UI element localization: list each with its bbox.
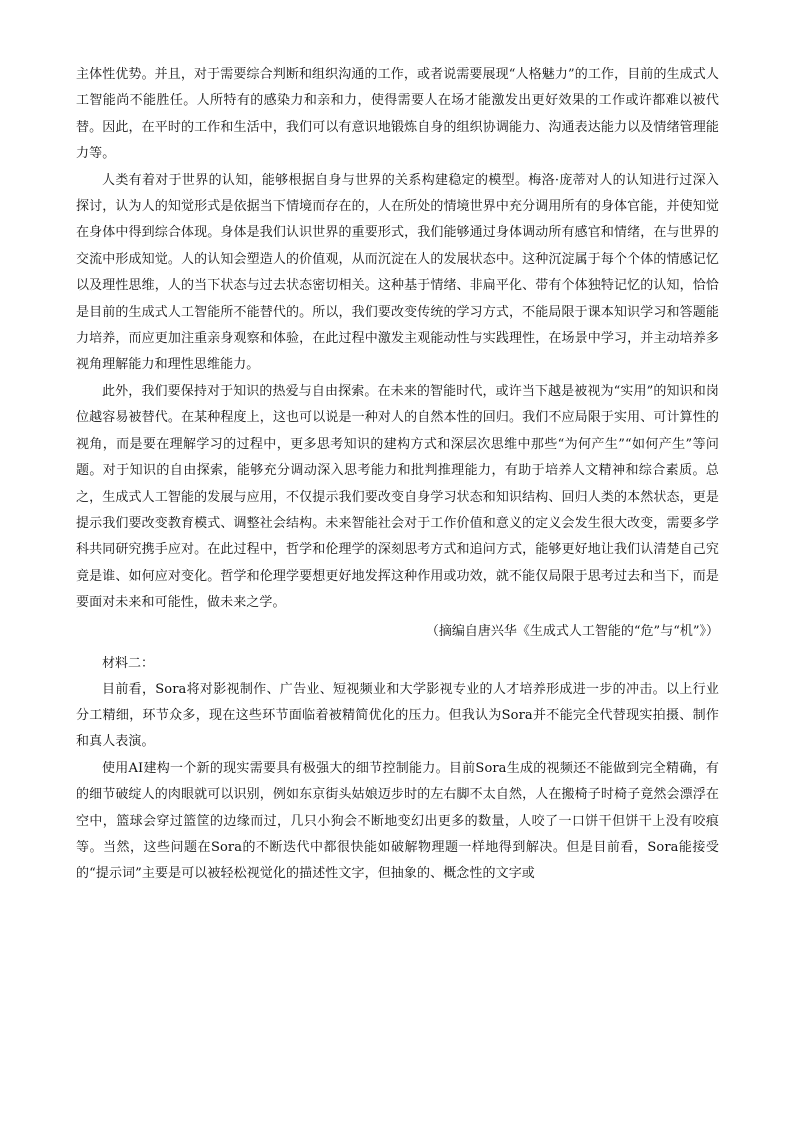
- paragraph-sora-impact: 目前看，Sora将对影视制作、广告业、短视频业和大学影视专业的人才培养形成进一步的冲击。以上行业分工精细，环节众多，现在这些环节面临着被精简优化的压力。但我认为Sora并不能完全代替现实拍摄、制作和真人表演。: [76, 681, 719, 750]
- document-page: [76, 62, 719, 888]
- paragraph-knowledge: 此外，我们要保持对于知识的热爱与自由探索。在未来的智能时代，或许当下越是被视为“实用”的知识和岗位越容易被替代。在某种程度上，这也可以说是一种对人的自然本性的回归。我们不应局限于实用、可计算性的视角，而是要在理解学习的过程中，更多思考知识的建构方式和深层次思维中那些“为何产生”“如何产生”等问题。对于知识的自由探索，能够充分调动深入思考能力和批判推理能力，有助于培养人文精神和综合素质。总之，生成式人工智能的发展与应用，不仅提示我们要改变自身学习状态和知识结构、回归人类的本然状态，更是提示我们要改变教育模式、调整社会结构。未来智能社会对于工作价值和意义的定义会发生很大改变，需要多学科共同研究携手应对。在此过程中，哲学和伦理学的深刻思考方式和追问方式，能够更好地让我们认清楚自己究竟是谁、如何应对变化。哲学和伦理学要想更好地发挥这种作用或功效，就不能仅局限于思考过去和当下，而是要面对未来和可能性，做未来之学。: [76, 383, 719, 611]
- source-citation: （摘编自唐兴华《生成式人工智能的“危”与“机”》）: [425, 623, 719, 639]
- paragraph-continuation: 主体性优势。并且，对于需要综合判断和组织沟通的工作，或者说需要展现“人格魅力”的工作，目前的生成式人工智能尚不能胜任。人所特有的感染力和亲和力，使得需要人在场才能激发出更好效果的工作或许都难以被代替。因此，在平时的工作和生活中，我们可以有意识地锻炼自身的组织协调能力、沟通表达能力以及情绪管理能力等。: [76, 67, 719, 162]
- paragraph-sora-detail: 使用AI建构一个新的现实需要具有极强大的细节控制能力。目前Sora生成的视频还不能做到完全精确，有的细节破绽人的肉眼就可以识别，例如东京街头姑娘迈步时的左右脚不太自然，人在搬椅子时椅子竟然会漂浮在空中，篮球会穿过篮筐的边缘而过，几只小狗会不断地变幻出更多的数量，人咬了一口饼干但饼干上没有咬痕等。当然，这些问题在Sora的不断迭代中都很快能如破解物理题一样地得到解决。但是目前看，Sora能接受的“提示词”主要是可以被轻松视觉化的描述性文字，但抽象的、概念性的文字或: [76, 760, 719, 882]
- material-two-label: 材料二：: [102, 655, 155, 671]
- paragraph-cognition: 人类有着对于世界的认知，能够根据自身与世界的关系构建稳定的模型。梅洛·庞蒂对人的认知进行过深入探讨，认为人的知觉形式是依据当下情境而存在的，人在所处的情境世界中充分调用所有的身体官能，并使知觉在身体中得到综合体现。身体是我们认识世界的重要形式，我们能够通过身体调动所有感官和情绪，在与世界的交流中形成知觉。人的认知会塑造人的价值观，从而沉淀在人的发展状态中。这种沉淀属于每个个体的情感记忆以及理性思维，人的当下状态与过去状态密切相关。这种基于情绪、非扁平化、带有个体独特记忆的认知，恰恰是目前的生成式人工智能所不能替代的。所以，我们要改变传统的学习方式，不能局限于课本知识学习和答题能力培养，而应更加注重亲身观察和体验，在此过程中激发主观能动性与实践理性，在场景中学习，并主动培养多视角理解能力和理性思维能力。: [76, 172, 719, 373]
